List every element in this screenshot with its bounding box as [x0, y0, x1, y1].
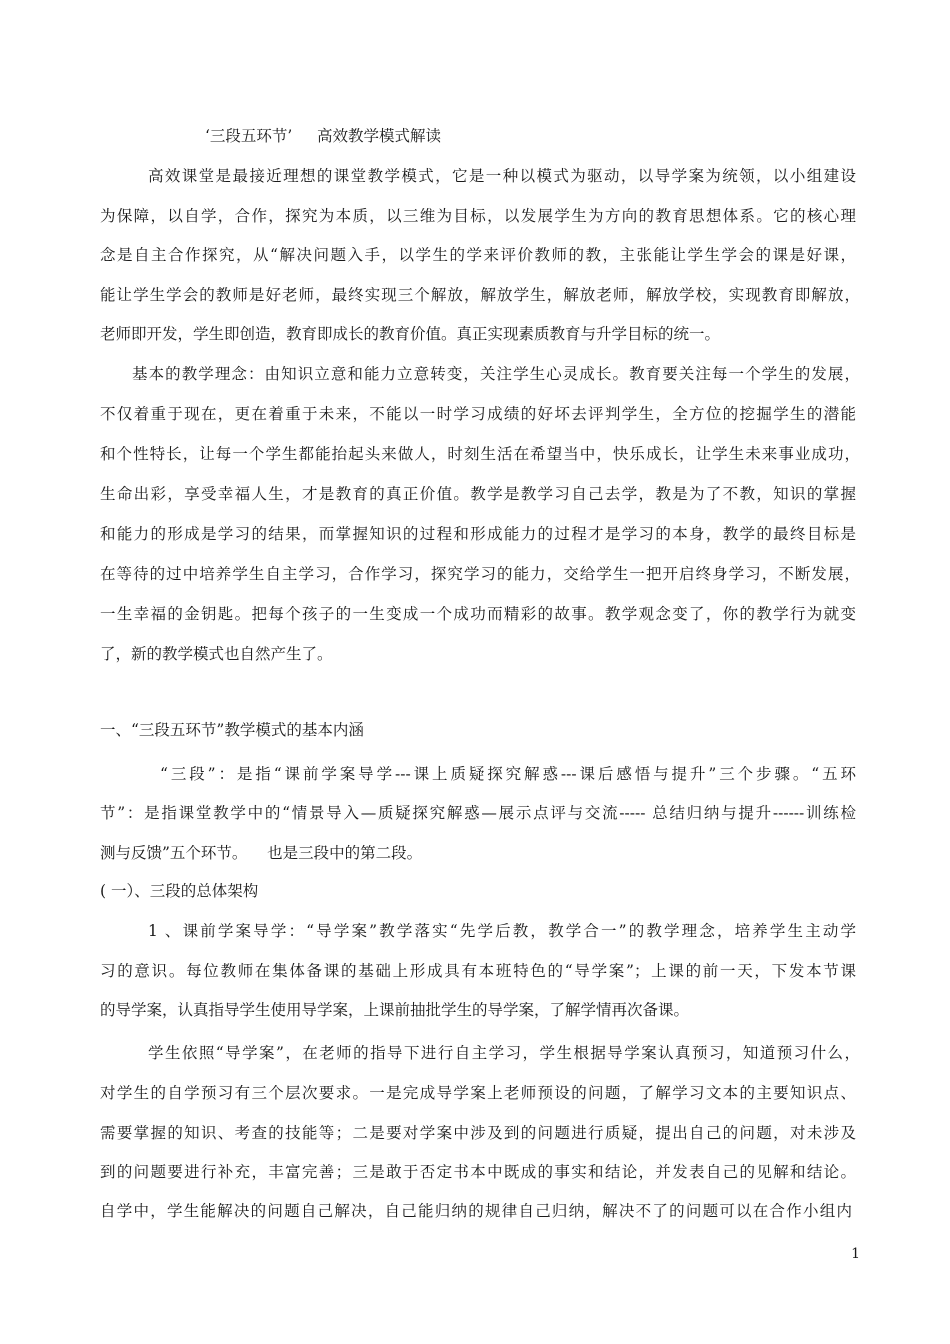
- paragraph-line: 为保障，以自学，合作，探究为本质，以三维为目标，以发展学生为方向的教育思想体系。它的核心理: [100, 207, 856, 225]
- paragraph-line: 能让学生学会的教师是好老师，最终实现三个解放，解放学生，解放老师，解放学校，实现教育即解放，: [100, 286, 860, 304]
- paragraph-line: 生命出彩，享受幸福人生，才是教育的真正价值。教学是教学习自己去学，教是为了不教，知识的掌握: [100, 485, 856, 503]
- paragraph-line: 的导学案，认真指导学生使用导学案，上课前抽批学生的导学案，了解学情再次备课。: [100, 1001, 690, 1019]
- paragraph-line: 和能力的形成是学习的结果，而掌握知识的过程和形成能力的过程才是学习的本身，教学的最终目标是: [100, 525, 856, 543]
- paragraph-line: 对学生的自学预习有三个层次要求。一是完成导学案上老师预设的问题，了解学习文本的主要知识点、: [100, 1084, 856, 1102]
- paragraph-line: 到的问题要进行补充，丰富完善；三是敢于否定书本中既成的事实和结论，并发表自己的见解和结论。: [100, 1163, 856, 1181]
- paragraph-line: 1 、课前学案导学：“导学案”教学落实“先学后教，教学合一”的教学理念，培养学生主动学: [148, 922, 856, 940]
- document-title: ‘三段五环节’ 高效教学模式解读: [205, 127, 441, 145]
- paragraph-line: 老师即开发，学生即创造，教育即成长的教育价值。真正实现素质教育与升学目标的统一。: [100, 325, 721, 343]
- paragraph-line: 了，新的教学模式也自然产生了。: [100, 645, 333, 663]
- paragraph-line: 和个性特长，让每一个学生都能抬起头来做人，时刻生活在希望当中，快乐成长，让学生未来事业成功，: [100, 445, 860, 463]
- paragraph-line: 测与反馈”五个环节。 也是三段中的第二段。: [100, 844, 423, 862]
- paragraph-line: 念是自主合作探究，从“解决问题入手，以学生的学来评价教师的教，主张能让学生学会的课是好课，: [100, 246, 856, 264]
- paragraph-line: 自学中，学生能解决的问题自己解决，自己能归纳的规律自己归纳，解决不了的问题可以在合作小组内: [100, 1202, 852, 1220]
- paragraph-line: 在等待的过中培养学生自主学习，合作学习，探究学习的能力，交给学生一把开启终身学习，不断发展，: [100, 565, 860, 583]
- paragraph-line: 不仅着重于现在，更在着重于未来，不能以一时学习成绩的好坏去评判学生，全方位的挖掘学生的潜能: [100, 405, 856, 423]
- subsection-heading: ( 一）、三段的总体架构: [100, 882, 259, 900]
- section-heading: 一、“三段五环节”教学模式的基本内涵: [100, 721, 364, 739]
- paragraph-line: 习的意识。每位教师在集体备课的基础上形成具有本班特色的“导学案”；上课的前一天，下发本节课: [100, 962, 856, 980]
- page-number: 1: [851, 1246, 860, 1262]
- paragraph-line: 一生幸福的金钥匙。把每个孩子的一生变成一个成功而精彩的故事。教学观念变了，你的教学行为就变: [100, 605, 856, 623]
- paragraph-line: 高效课堂是最接近理想的课堂教学模式，它是一种以模式为驱动，以导学案为统领，以小组建设: [148, 167, 856, 185]
- paragraph-line: 学生依照“导学案”，在老师的指导下进行自主学习，学生根据导学案认真预习，知道预习什么，: [148, 1044, 860, 1062]
- paragraph-line: “三段”：是指“课前学案导学---课上质疑探究解惑---课后感悟与提升”三个步骤。“五环: [160, 765, 856, 783]
- paragraph-line: 需要掌握的知识、考查的技能等；二是要对学案中涉及到的问题进行质疑，提出自己的问题，对未涉及: [100, 1124, 856, 1142]
- paragraph-line: 节”：是指课堂教学中的“情景导入—质疑探究解惑—展示点评与交流----- 总结归纳与提升------训练检: [100, 804, 856, 822]
- paragraph-line: 基本的教学理念：由知识立意和能力立意转变，关注学生心灵成长。教育要关注每一个学生的发展，: [132, 365, 860, 383]
